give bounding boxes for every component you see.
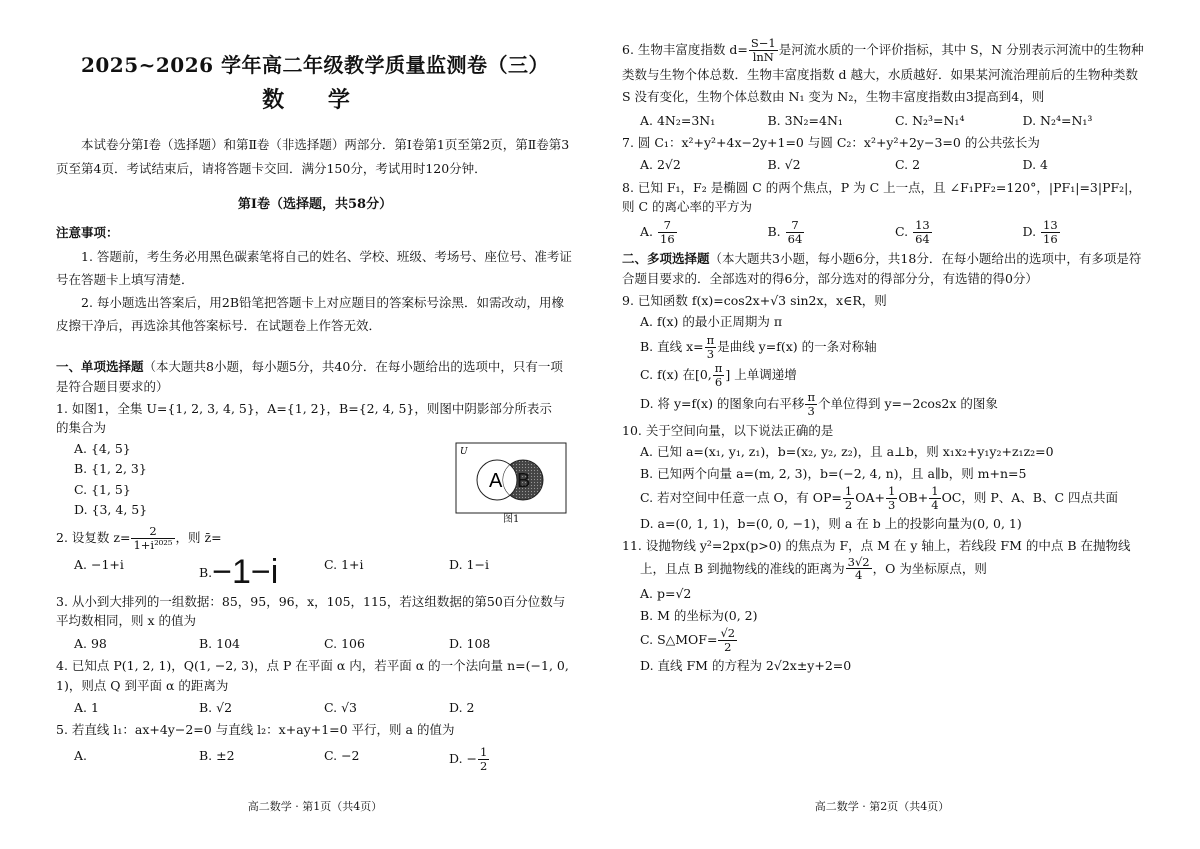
q6-option-b: B. 3N₂=4N₁ bbox=[767, 112, 843, 128]
q6-option-a: A. 4N₂=3N₁ bbox=[640, 112, 716, 128]
section1-desc: （本大题共8小题，每小题5分，共40分．在每小题给出的选项中，只有一项是符合题目要求的） bbox=[56, 359, 563, 394]
q9-d-den: 3 bbox=[807, 404, 815, 418]
venn-a-label: A bbox=[489, 470, 503, 492]
venn-diagram bbox=[455, 442, 567, 514]
section2-header bbox=[622, 249, 1150, 288]
q1-option-b: B. {1, 2, 3} bbox=[74, 461, 147, 477]
q10-c-frac-2 bbox=[886, 485, 897, 512]
q8-c-den: 64 bbox=[915, 232, 930, 247]
question-4: 4. 已知点 P(1, 2, 1)，Q(1, −2, 3)，点 P 在平面 α 内，若平面 α 的一个法向量 n=(−1, 0, 1)，则点 Q 到平面 α 的距离为 bbox=[56, 658, 569, 693]
q9-c-pre: C. f(x) 在 bbox=[640, 367, 695, 383]
q10-option-a: A. 已知 a=(x₁, y₁, z₁)，b=(x₂, y₂, z₂)，且 a⊥b，则 x₁x₂+y₁y₂+z₁z₂=0 bbox=[640, 444, 1054, 460]
q11-c-den: 2 bbox=[724, 639, 732, 654]
q3-option-c: C. 106 bbox=[324, 635, 365, 651]
question-11 bbox=[622, 536, 1150, 582]
q7-option-b: B. √2 bbox=[767, 157, 801, 173]
q10-option-c bbox=[622, 485, 1150, 512]
q2-option-a: A. −1+i bbox=[74, 557, 124, 572]
question-3: 3. 从小到大排列的一组数据：85，95，96，x，105，115，若这组数据的第50百分位数与平均数相同，则 x 的值为 bbox=[56, 594, 566, 629]
q6-frac-num: S−1 bbox=[750, 36, 776, 50]
figure-1-caption: 图1 bbox=[503, 514, 520, 525]
q9-c-den: 6 bbox=[714, 375, 723, 390]
q3-option-a: A. 98 bbox=[74, 635, 107, 651]
q8-c-fraction bbox=[913, 219, 932, 246]
q9-option-d bbox=[622, 391, 1150, 418]
venn-u-label: U bbox=[460, 447, 468, 457]
q8-d-den: 16 bbox=[1043, 232, 1058, 247]
q5-d-den: 2 bbox=[480, 758, 488, 773]
page-2-footer: 高二数学 · 第2页（共4页） bbox=[814, 799, 950, 813]
section2-title: 二、多项选择题 bbox=[622, 251, 710, 267]
q6-fraction bbox=[749, 37, 778, 64]
question-3-options bbox=[56, 634, 574, 653]
q8-b-label: B. bbox=[767, 224, 781, 240]
q10-c-frac-3 bbox=[929, 485, 940, 512]
q11-option-b: B. M 的坐标为(0, 2) bbox=[640, 607, 758, 623]
question-2 bbox=[56, 525, 574, 552]
q9-d-num: π bbox=[807, 390, 815, 405]
handwritten-answer: −1−i bbox=[212, 553, 279, 591]
q8-c-label: C. bbox=[895, 224, 909, 240]
q2-option-d: D. 1−i bbox=[449, 557, 489, 572]
q9-b-fraction bbox=[705, 334, 717, 361]
q11-b-num: 3√2 bbox=[847, 554, 870, 569]
section1-title: 一、单项选择题 bbox=[56, 359, 144, 375]
q8-d-num: 13 bbox=[1043, 218, 1058, 233]
q6-stem-b: 是河流水质的一个评价指标，其中 S，N 分别表示河流中的生物种类数与生物个体总数．生物丰富度指数 d 越大，水质越好．如果某河流治理前后的生物种类数 S 没有变化，生物个体总数由 N₁ 变为 N₂，生物丰富度指数由3提高到4，则 bbox=[622, 41, 1144, 104]
q11-b-den: 4 bbox=[854, 568, 863, 583]
q10-c-frac-1 bbox=[843, 485, 854, 512]
question-6 bbox=[622, 37, 1150, 108]
q9-option-c bbox=[622, 362, 1150, 389]
q9-d-pre: D. 将 y=f(x) 的图象向右平移 bbox=[640, 396, 805, 411]
q9-option-a: A. f(x) 的最小正周期为 π bbox=[640, 314, 783, 330]
q4-option-b: B. √2 bbox=[199, 699, 233, 715]
q9-d-post: 个单位得到 y=−2cos2x 的图象 bbox=[818, 396, 998, 411]
q2-option-b bbox=[199, 555, 324, 589]
q2-stem-post: ，则 z̄= bbox=[175, 530, 222, 546]
question-5-options bbox=[56, 746, 574, 773]
q8-option-c bbox=[895, 219, 1023, 246]
q9-option-b bbox=[622, 334, 1150, 361]
question-8: 8. 已知 F₁，F₂ 是椭圆 C 的两个焦点，P 为 C 上一点，且 ∠F₁PF₂=120°，|PF₁|=3|PF₂|，则 C 的离心率的平方为 bbox=[622, 179, 1141, 214]
q8-a-den: 16 bbox=[660, 232, 675, 247]
q10-c-term-2: OB+ bbox=[898, 489, 929, 505]
subject-title: 数 学 bbox=[262, 87, 368, 113]
q10-option-b: B. 已知两个向量 a=(m, 2, 3)，b=(−2, 4, n)，且 a∥b，则 m+n=5 bbox=[640, 465, 1027, 481]
q8-c-num: 13 bbox=[915, 218, 930, 233]
q4-option-a: A. 1 bbox=[74, 699, 99, 715]
q9-c-post: ] 上单调递增 bbox=[725, 367, 797, 383]
q8-a-label: A. bbox=[640, 224, 654, 240]
q6-stem-a: 6. 生物丰富度指数 d= bbox=[622, 41, 748, 57]
page-2 bbox=[600, 0, 1200, 849]
question-5: 5. 若直线 l₁：ax+4y−2=0 与直线 l₂：x+ay+1=0 平行，则 a 的值为 bbox=[56, 722, 455, 738]
q1-option-d: D. {3, 4, 5} bbox=[74, 501, 148, 517]
q5-option-c: C. −2 bbox=[324, 747, 360, 763]
q8-option-b bbox=[768, 219, 896, 246]
exam-title: 2025~2026 学年高二年级教学质量监测卷（三） bbox=[80, 53, 550, 77]
q10-c-f2-num: 1 bbox=[887, 484, 896, 498]
q11-c-pre: C. S△MOF= bbox=[640, 631, 718, 647]
q9-b-den: 3 bbox=[706, 346, 715, 361]
q9-c-num: π bbox=[714, 361, 723, 376]
q9-b-num: π bbox=[706, 332, 715, 347]
q11-b-pre: 上，且点 B 到抛物线的准线的距离为 bbox=[640, 560, 845, 576]
q10-c-f3-den: 4 bbox=[931, 497, 939, 512]
q2-frac-den: 1+i²⁰²⁵ bbox=[133, 538, 173, 553]
q11-c-fraction bbox=[718, 627, 737, 654]
question-4-options bbox=[56, 698, 574, 717]
q2-stem-pre: 2. 设复数 z= bbox=[56, 530, 131, 546]
q9-c-fraction bbox=[713, 362, 725, 389]
q8-b-fraction bbox=[786, 219, 805, 246]
part1-title: 第Ⅰ卷（选择题，共58分） bbox=[237, 196, 393, 212]
notice-item-1: 1. 答题前，考生务必用黑色碳素笔将自己的姓名、学校、班级、考场号、座位号、准考证号在答题卡上填写清楚． bbox=[56, 248, 572, 287]
q6-option-d: D. N₂⁴=N₁³ bbox=[1022, 112, 1093, 128]
q6-frac-den: lnN bbox=[752, 49, 774, 64]
q3-option-d: D. 108 bbox=[449, 635, 491, 651]
q3-option-b: B. 104 bbox=[199, 635, 240, 651]
q9-c-mid: [0, bbox=[694, 367, 712, 383]
q5-d-fraction bbox=[478, 746, 489, 773]
q10-c-f3-num: 1 bbox=[931, 484, 939, 498]
page-1-footer: 高二数学 · 第1页（共4页） bbox=[247, 799, 383, 813]
q10-option-d: D. a=(0, 1, 1)，b=(0, 0, −1)，则 a 在 b 上的投影向量为(0, 0, 1) bbox=[640, 515, 1022, 531]
q2-fraction bbox=[131, 525, 174, 552]
q2-option-c: C. 1+i bbox=[324, 557, 364, 572]
q10-c-term-1: OA+ bbox=[855, 489, 885, 505]
section2-desc: （本大题共3小题，每小题6分，共18分．在每小题给出的选项中，有多项是符合题目要求的．全部选对的得6分，部分选对的得部分分，有选错的得0分） bbox=[622, 251, 1142, 286]
q1-option-a: A. {4, 5} bbox=[74, 440, 131, 456]
q8-option-d bbox=[1023, 219, 1151, 246]
notice-item-2: 2. 每小题选出答案后，用2B铅笔把答题卡上对应题目的答案标号涂黑．如需改动，用橡皮擦干净后，再选涂其他答案标号．在试题卷上作答无效． bbox=[56, 295, 565, 334]
question-7-options bbox=[622, 155, 1150, 174]
q10-c-f1-num: 1 bbox=[844, 484, 853, 498]
q7-option-d: D. 4 bbox=[1022, 157, 1048, 173]
q11-stem-b bbox=[622, 556, 1150, 583]
q5-d-num: 1 bbox=[480, 744, 488, 759]
q8-a-fraction bbox=[658, 219, 677, 246]
q10-c-pre: C. 若对空间中任意一点 O，有 OP= bbox=[640, 489, 842, 505]
q5-option-a: A. bbox=[74, 747, 88, 763]
question-9: 9. 已知函数 f(x)=cos2x+√3 sin2x，x∈R，则 bbox=[622, 292, 887, 308]
q11-stem-a: 11. 设抛物线 y²=2px(p>0) 的焦点为 F，点 M 在 y 轴上，若线段 FM 的中点 B 在抛物线 bbox=[622, 538, 1131, 554]
q9-b-post: 是曲线 y=f(x) 的一条对称轴 bbox=[717, 338, 877, 354]
question-1: 1. 如图1，全集 U={1, 2, 3, 4, 5}，A={1, 2}，B={2, 4, 5}，则图中阴影部分所表示的集合为 bbox=[56, 401, 552, 436]
question-2-options bbox=[56, 555, 574, 589]
q8-d-label: D. bbox=[1022, 224, 1037, 240]
q5-option-b: B. ±2 bbox=[199, 747, 235, 763]
q10-c-f2-den: 3 bbox=[887, 497, 896, 512]
q8-d-fraction bbox=[1041, 219, 1060, 246]
q1-option-c: C. {1, 5} bbox=[74, 481, 131, 497]
section1-header bbox=[56, 357, 574, 396]
question-7: 7. 圆 C₁：x²+y²+4x−2y+1=0 与圆 C₂：x²+y²+2y−3=0 的公共弦长为 bbox=[622, 134, 1040, 150]
q8-b-num: 7 bbox=[786, 219, 805, 233]
question-10: 10. 关于空间向量，以下说法正确的是 bbox=[622, 422, 834, 438]
q4-option-c: C. √3 bbox=[324, 699, 357, 715]
notice-title: 注意事项： bbox=[56, 225, 119, 240]
intro-paragraph: 本试卷分第Ⅰ卷（选择题）和第Ⅱ卷（非选择题）两部分．第Ⅰ卷第1页至第2页，第Ⅱ卷第3页至第4页．考试结束后，请将答题卡交回．满分150分，考试用时120分钟． bbox=[56, 137, 570, 176]
q2-frac-num: 2 bbox=[131, 525, 174, 539]
q4-option-d: D. 2 bbox=[449, 699, 475, 715]
q2-option-b-label: B. bbox=[199, 565, 213, 580]
q8-option-a bbox=[640, 219, 768, 246]
q11-b-post: ，O 为坐标原点，则 bbox=[872, 560, 987, 576]
q7-option-a: A. 2√2 bbox=[640, 157, 681, 173]
q11-option-a: A. p=√2 bbox=[640, 586, 692, 602]
q7-option-c: C. 2 bbox=[895, 157, 921, 173]
q5-option-d-label: D. − bbox=[449, 750, 477, 766]
q10-c-f1-den: 2 bbox=[844, 497, 853, 512]
question-8-options bbox=[622, 219, 1150, 246]
question-6-options bbox=[622, 111, 1150, 130]
venn-b-label: B bbox=[517, 470, 531, 492]
q9-d-fraction bbox=[805, 391, 817, 418]
q5-option-d bbox=[449, 746, 574, 773]
q11-b-fraction bbox=[846, 556, 872, 583]
q11-option-d: D. 直线 FM 的方程为 2√2x±y+2=0 bbox=[640, 657, 852, 673]
q6-option-c: C. N₂³=N₁⁴ bbox=[895, 112, 965, 128]
q8-a-num: 7 bbox=[658, 219, 677, 233]
q10-c-post: OC，则 P、A、B、C 四点共面 bbox=[941, 489, 1119, 505]
q9-b-pre: B. 直线 x= bbox=[640, 338, 704, 354]
q8-b-den: 64 bbox=[787, 232, 803, 247]
q11-c-num: √2 bbox=[720, 626, 736, 640]
q11-option-c bbox=[622, 627, 1150, 654]
